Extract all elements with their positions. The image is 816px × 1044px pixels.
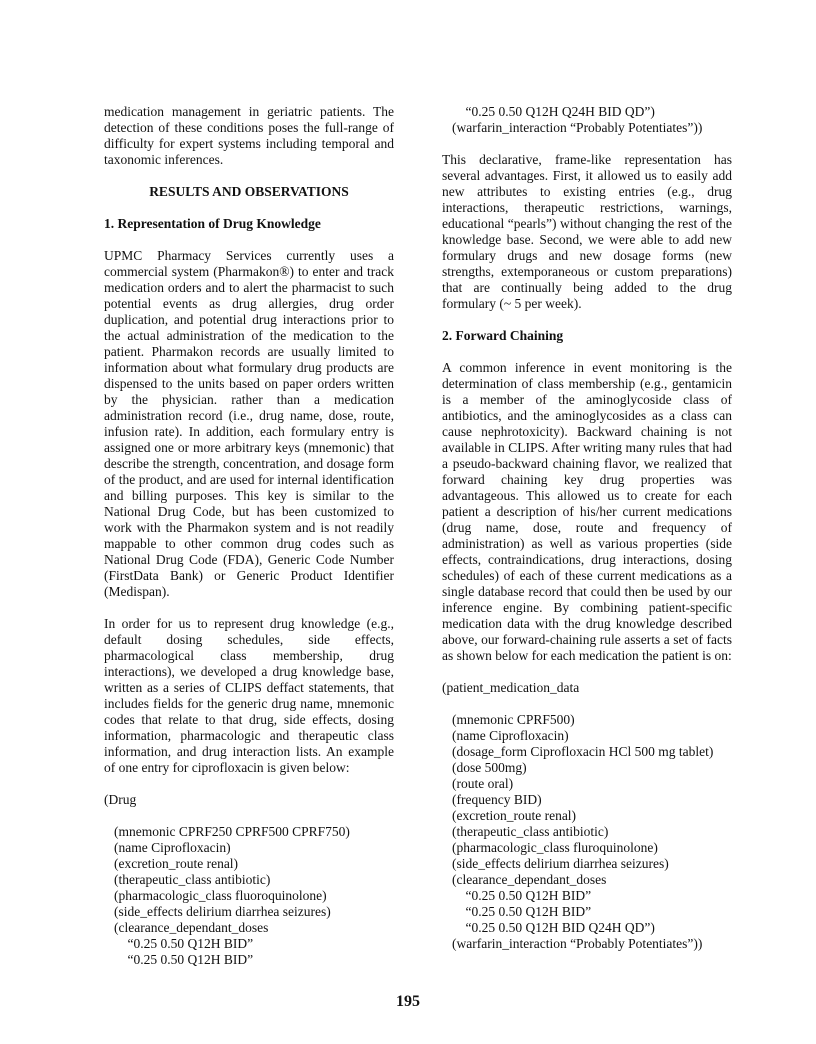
paragraph-drug-knowledge: In order for us to represent drug knowledge (e.g., default dosing schedules, side effects, pharmacological class membership, drug interactions), we developed a drug knowledge base, written as a series of CLIPS deffact statements, that includes fields for the generic drug name, mnemonic codes that relate to that drug, side effects, dosing information, pharmacologic and therapeutic class information, and drug interaction lists. An example of one entry for ciprofloxacin is given below: [104,616,394,775]
results-heading: RESULTS AND OBSERVATIONS [149,184,349,199]
pmd-code-open: (patient_medication_data [442,680,580,695]
code-line: (therapeutic_class antibiotic) [452,824,609,839]
code-line: (pharmacologic_class fluroquinolone) [452,840,658,855]
code-line: “0.25 0.50 Q12H BID” [114,952,254,967]
code-line: “0.25 0.50 Q12H Q24H BID QD”) [452,104,655,119]
paragraph-advantages: This declarative, frame-like representation has several advantages. First, it allowed us to easily add new attributes to existing entries (e.g., drug interactions, therapeutic restrictions, warnings, educational “pearls”) without changing the rest of the knowledge base. Second, we were able to add new formulary drugs and new dosage forms (new strengths, extemporaneous or custom preparations) that are continually being added to the drug formulary (~ 5 per week). [442,152,732,311]
code-line: (excretion_route renal) [114,856,239,871]
code-line: (name Ciprofloxacin) [114,840,231,855]
code-line: (dose 500mg) [452,760,527,775]
code-line: (clearance_dependant_doses [452,872,607,887]
page-number: 195 [396,993,420,1010]
code-line: (side_effects delirium diarrhea seizures) [452,856,669,871]
code-line: (warfarin_interaction “Probably Potentiates”)) [452,120,703,135]
code-line: (route oral) [452,776,514,791]
drug-code-continued [452,104,732,136]
code-line: (mnemonic CPRF500) [452,712,575,727]
code-line: (frequency BID) [452,792,542,807]
intro-paragraph: medication management in geriatric patients. The detection of these conditions poses the full-range of difficulty for expert systems including temporal and taxonomic inferences. [104,104,394,167]
left-column [104,104,394,968]
code-line: (excretion_route renal) [452,808,577,823]
code-line: (mnemonic CPRF250 CPRF500 CPRF750) [114,824,350,839]
code-line: (side_effects delirium diarrhea seizures) [114,904,331,919]
code-line: “0.25 0.50 Q12H BID” [452,904,592,919]
paragraph-pharmakon: UPMC Pharmacy Services currently uses a commercial system (Pharmakon®) to enter and track medication orders and to alert the pharmacist to such potential events as drug allergies, drug order duplication, and potential drug interactions prior to the actual administration of the medication to the patient. Pharmakon records are usually limited to information about what formulary drug products are dispensed to the units based on paper orders written by the physician. rather than a medication administration record (i.e., drug name, dose, route, infusion rate). In addition, each formulary entry is assigned one or more arbitrary keys (mnemonic) that describe the strength, concentration, and dosage form of the product, and are used for internal identification and billing purposes. This key is similar to the National Drug Code, but has been customized to work with the Pharmakon system and is not readily mappable to other common drug codes such as National Drug Code (FDA), Generic Code Number (FirstData Bank) or Generic Product Identifier (Medispan). [104,248,394,599]
section2-heading: 2. Forward Chaining [442,328,564,343]
drug-code-block [114,824,394,968]
right-column [442,104,732,952]
pmd-code-block [452,712,732,952]
code-line: (name Ciprofloxacin) [452,728,569,743]
code-line: “0.25 0.50 Q12H BID” [114,936,254,951]
drug-code-open: (Drug [104,792,137,807]
code-line: (warfarin_interaction “Probably Potentiates”)) [452,936,703,951]
section1-heading: 1. Representation of Drug Knowledge [104,216,321,231]
code-line: (therapeutic_class antibiotic) [114,872,271,887]
code-line: (pharmacologic_class fluoroquinolone) [114,888,327,903]
code-line: (dosage_form Ciprofloxacin HCl 500 mg tablet) [452,744,714,759]
paragraph-forward-chaining: A common inference in event monitoring is the determination of class membership (e.g., gentamicin is a member of the aminoglycoside class of antibiotics, and the aminoglycosides as a class can cause nephrotoxicity). Backward chaining is not available in CLIPS. After writing many rules that had a pseudo-backward chaining flavor, we realized that forward chaining key drug properties was advantageous. This allowed us to create for each patient a description of his/her current medications (drug name, dose, route and frequency of administration) as well as various properties (side effects, contraindications, drug interactions, dosing schedules) of each of these current medications as a single database record that could then be used by our inference engine. By combining patient-specific medication data with the drug knowledge described above, our forward-chaining rule asserts a set of facts as shown below for each medication the patient is on: [442,360,732,663]
code-line: “0.25 0.50 Q12H BID” [452,888,592,903]
code-line: (clearance_dependant_doses [114,920,269,935]
code-line: “0.25 0.50 Q12H BID Q24H QD”) [452,920,655,935]
